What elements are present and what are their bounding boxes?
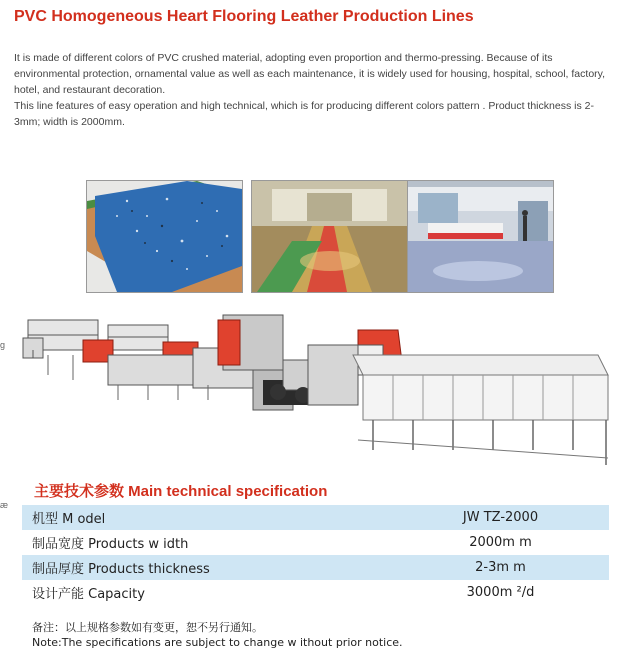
page-title: PVC Homogeneous Heart Flooring Leather Production Lines: [14, 8, 474, 25]
intro-text: [14, 50, 620, 130]
intro-paragraph-2: This line features of easy operation and high technical, which is for producing different colors pattern . Product thickness is 2-3mm; width is 2000mm.: [14, 100, 594, 128]
intro-paragraph-1: It is made of different colors of PVC crushed material, adopting even proportion and thermo-pressing. Because of its environmental protection, ornamental value as well as each maintenance, it is widely used for housing, hospital, school, factory, hotel, and restaurant decoration.: [14, 52, 606, 96]
spec-value: 2-3m m: [392, 555, 609, 580]
note-chinese: 备注：以上规格参数如有变更，恕不另行通知。: [32, 621, 263, 634]
table-row: [22, 580, 609, 605]
spec-key: 机型 M odel: [22, 505, 392, 530]
note-english: Note:The specifications are subject to change w ithout prior notice.: [32, 636, 403, 649]
production-line-illustration: [18, 300, 626, 468]
spec-key: 制品厚度 Products thickness: [22, 555, 392, 580]
floor-sample-photo: [86, 180, 243, 293]
side-mark-1: g: [0, 340, 6, 350]
spec-value: 3000m ²/d: [392, 580, 609, 605]
corridor-photo: [251, 180, 408, 293]
side-mark-2: æ: [0, 500, 9, 510]
spec-key: 制品宽度 Products w idth: [22, 530, 392, 555]
lobby-photo: [407, 180, 554, 293]
table-row: [22, 505, 609, 530]
spec-heading: 主要技术参数 Main technical specification: [34, 483, 328, 500]
floor-sample-image: [87, 181, 242, 292]
corridor-image: [252, 181, 407, 292]
spec-value: 2000m m: [392, 530, 609, 555]
lobby-image: [408, 181, 553, 292]
spec-key: 设计产能 Capacity: [22, 580, 392, 605]
notes: [32, 620, 403, 650]
spec-table: [22, 505, 609, 605]
table-row: [22, 530, 609, 555]
spec-value: JW TZ-2000: [392, 505, 609, 530]
table-row: [22, 555, 609, 580]
